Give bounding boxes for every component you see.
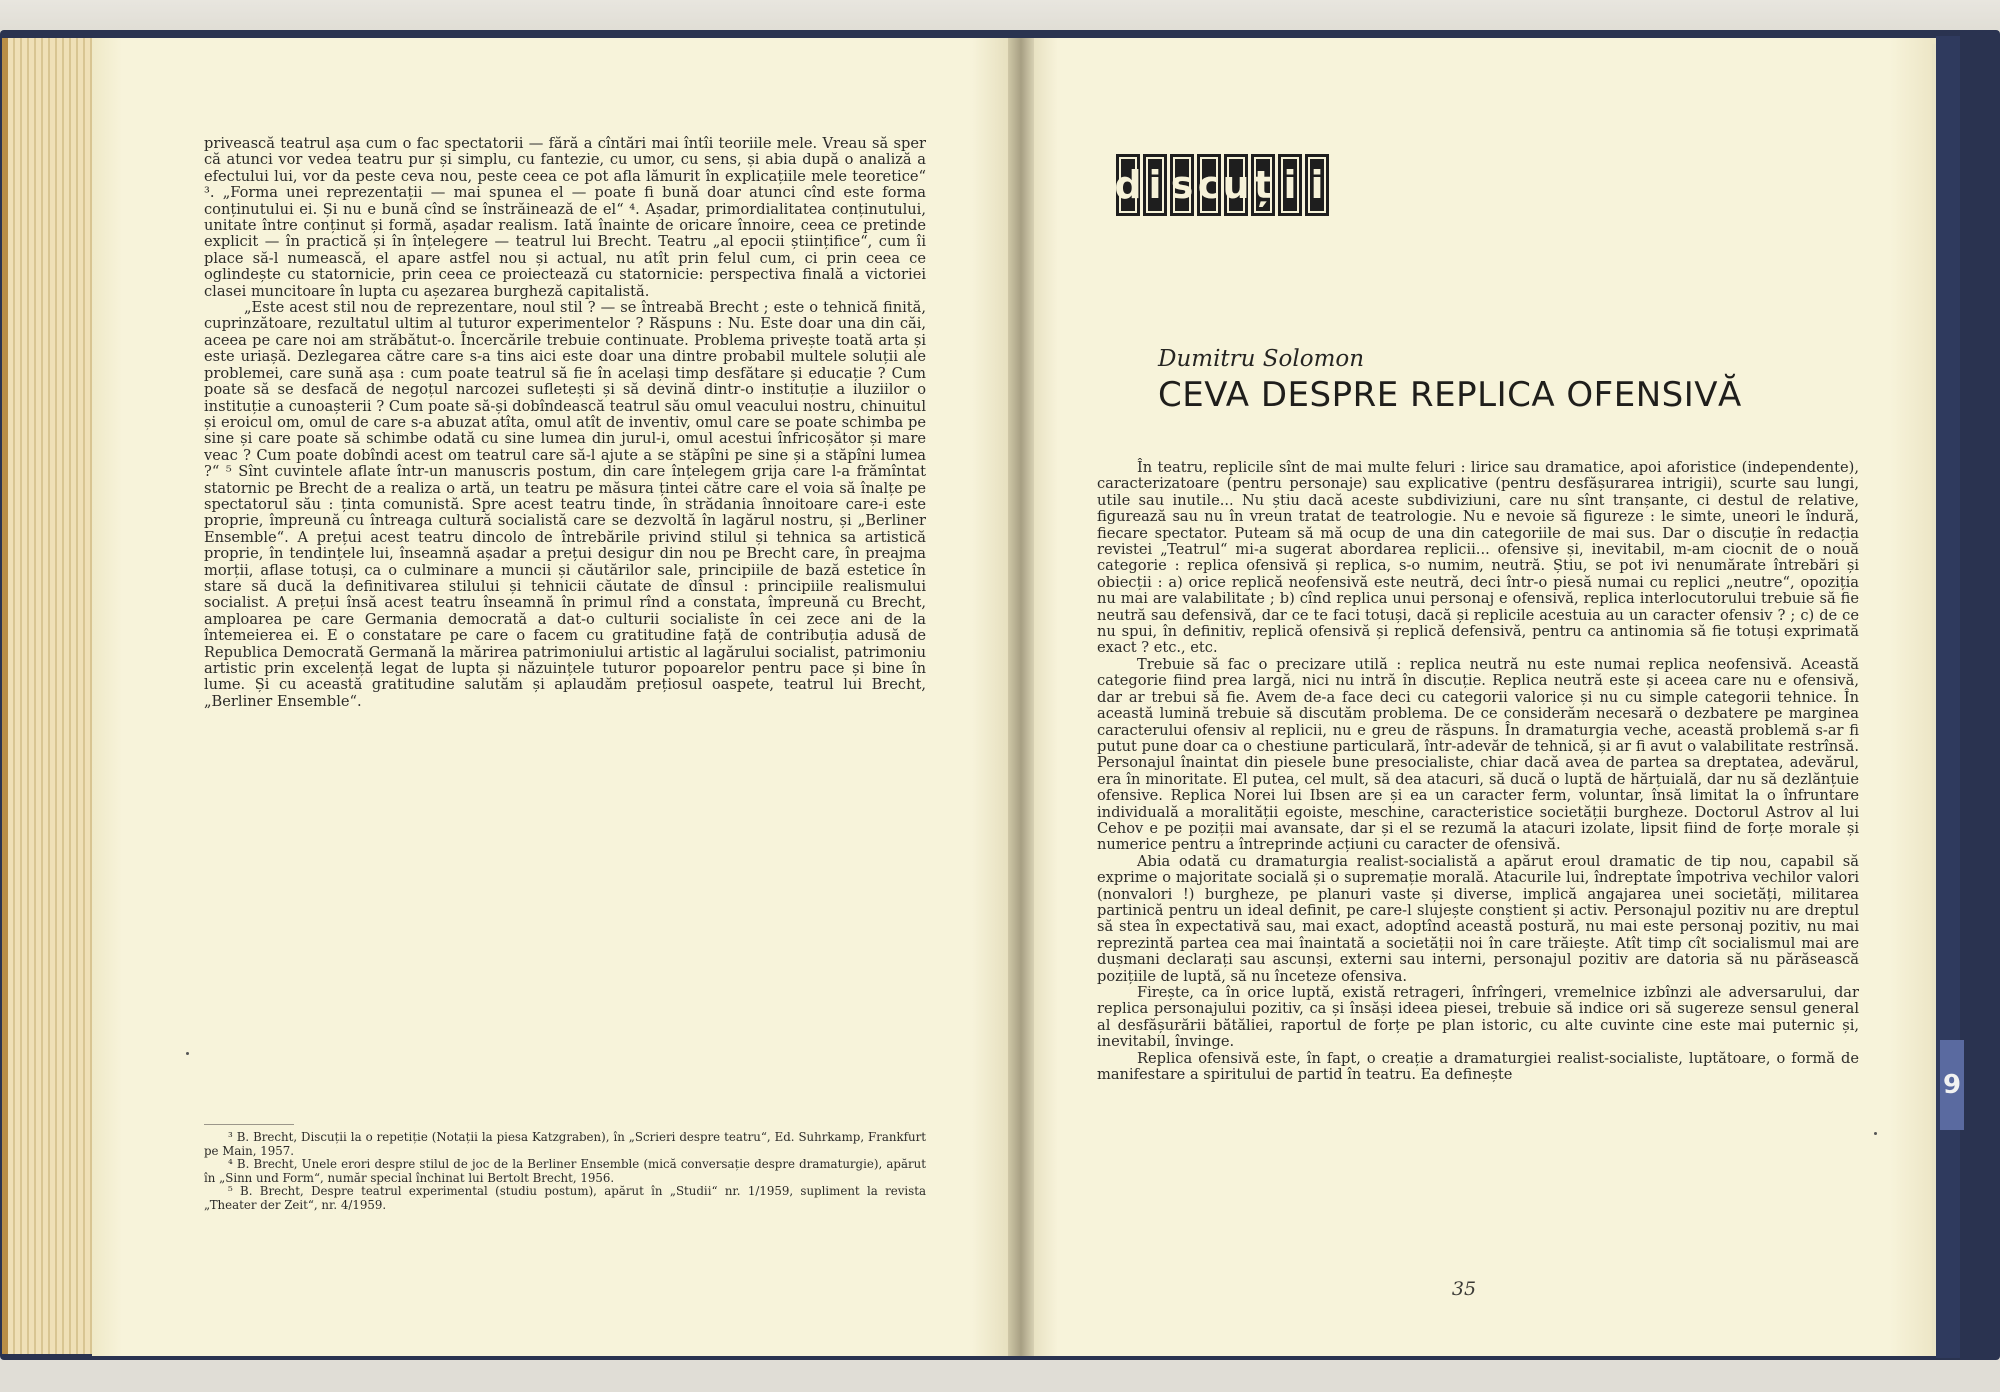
masthead-letter: s bbox=[1170, 154, 1194, 216]
footnotes bbox=[204, 1131, 926, 1213]
article-author: Dumitru Solomon bbox=[1158, 346, 1365, 372]
right-paragraph-1: În teatru, replicile sînt de mai multe feluri : lirice sau dramatice, apoi aforistice (independente), caracterizatoare (pentru personaje) sau explicative (pentru desfășurarea intrigii), scurte sau lungi, utile sau inutile... Nu știu dacă aceste subdiviziuni, care nu sînt tranșante, ci destul de relative, figurează sau nu în vreun tratat de teatrologie. Nu e nevoie să figureze : le simte, uneori le îndură, fiecare spectator. Puteam să mă ocup de una din categoriile de mai sus. Dar o discuție în redacția revistei „Teatrul“ mi-a sugerat abordarea replicii... ofensive și, inevitabil, m-am ciocnit de o nouă categorie : replica ofensivă și replica, s-o numim, neutră. Știu, se pot ivi nenumărate întrebări și obiecții : a) orice replică neofensivă este neutră, deci într-o piesă numai cu replici „neutre“, opoziția nu mai are valabilitate ; b) cînd replica unui personaj e ofensivă, replica interlocutorului trebuie să fie neutră sau defensivă, dar ce te faci totuși, dacă și replicile acestuia au un caracter ofensiv ? ; c) de ce nu spui, în definitiv, replică ofensivă și replică defensivă, pentru ca antinomia să fie totuși exprimată exact ? etc., etc. bbox=[1097, 459, 1859, 657]
page-number: 35 bbox=[1451, 1278, 1477, 1300]
right-paragraph-3: Abia odată cu dramaturgia realist-socialistă a apărut eroul dramatic de tip nou, capabil să exprime o majoritate socială și o supremație morală. Atacurile lui, îndreptate împotriva vechilor valori (nonvalori !) burgheze, pe planuri vaste și diverse, implică angajarea unei societăți, militarea partinică pentru un ideal definit, pe care-l slujește conștient și activ. Personajul pozitiv nu are dreptul să stea în expectativă sau, mai exact, adoptînd această postură, nu mai este personaj pozitiv, nu mai reprezintă partea cea mai înaintată a societății noi în care trăiește. Atît timp cît socialismul mai are dușmani declarați sau ascunși, externi sau interni, personajul pozitiv are datoria să nu părăsească pozițiile de luptă, să nu înceteze ofensiva. bbox=[1097, 852, 1859, 985]
masthead-letter: d bbox=[1116, 154, 1140, 216]
footnote-4: ⁴ B. Brecht, Unele erori despre stilul de joc de la Berliner Ensemble (mică conversație despre dramaturgie), apărut în „Sinn und Form“, număr special închinat lui Bertolt Brecht, 1956. bbox=[204, 1157, 926, 1185]
left-column-text bbox=[204, 136, 926, 710]
footnote-rule bbox=[204, 1124, 294, 1125]
book-gutter bbox=[1008, 38, 1034, 1356]
masthead-letter: c bbox=[1197, 154, 1221, 216]
section-tab: 9 bbox=[1940, 1040, 1964, 1130]
article-title: CEVA DESPRE REPLICA OFENSIVĂ bbox=[1158, 375, 1742, 415]
masthead-letter: i bbox=[1305, 154, 1329, 216]
right-paragraph-2: Trebuie să fac o precizare utilă : replica neutră nu este numai replica neofensivă. Această categorie fiind prea largă, nici nu intră în discuție. Replica neutră este și aceea care nu e ofensivă, dar ar trebui să fie. Avem de-a face deci cu categorii valorice și nu cu simple categorii tehnice. În această lumină trebuie să discutăm problema. De ce considerăm necesară o dezbatere pe marginea caracterului ofensiv al replicii, nu e greu de răspuns. În dramaturgia veche, această problemă s-ar fi putut pune doar ca o chestiune particulară, într-adevăr de tehnică, și ar fi avut o valabilitate restrînsă. Personajul înaintat din piesele bune presocialiste, chiar dacă avea de partea sa dreptatea, adevărul, era în minoritate. El putea, cel mult, să dea atacuri, să ducă o luptă de hărțuială, dar nu să dezlănțuie ofensive. Replica Norei lui Ibsen are și ea un caracter ferm, voluntar, însă limitat la o înfruntare individuală a moralității egoiste, meschine, caracteristice societății burgheze. Doctorul Astrov al lui Cehov e pe poziții mai avansate, dar și el se rezumă la atacuri izolate, lipsit fiind de forțe morale și numerice pentru a întreprinde acțiuni cu caracter de ofensivă. bbox=[1097, 655, 1859, 854]
left-paragraph-1: privească teatrul așa cum o fac spectatorii — fără a cîntări mai întîi teoriile mele. Vreau să sper că atunci vor vedea teatru pur și simplu, cu fantezie, cu umor, cu sens, și abia după o analiză a efectului lui, vor da peste ceva nou, peste ceea ce pot afla lămurit în explicațiile mele teoretice“ ³. „Forma unei reprezentații — mai spunea el — poate fi bună doar atunci cînd este forma conținutului ei. Și nu e bună cînd se înstrăinează de el“ ⁴. Așadar, primordialitatea conținutului, unitate între conținut și formă, așadar realism. Iată înainte de oricare înnoire, ceea ce pretinde explicit — în practică și în înțelegere — teatrul lui Brecht. Teatru „al epocii științifice“, cum îi place să-l numească, el apare astfel nou și actual, nu atît prin felul cum, ci prin ceea ce oglindește cu statornicie, prin ceea ce proiectează cu statornicie: perspectiva finală a victoriei clasei muncitoare în lupta cu așezarea burgheză capitalistă. bbox=[204, 135, 926, 300]
section-masthead bbox=[1116, 154, 1329, 216]
right-paragraph-5: Replica ofensivă este, în fapt, o creație a dramaturgiei realist-socialiste, luptătoare, o formă de manifestare a spiritului de partid în teatru. Ea definește bbox=[1097, 1049, 1859, 1084]
ink-speck bbox=[186, 1052, 189, 1055]
page-edges-left bbox=[2, 38, 102, 1354]
cover-edge-right bbox=[1936, 36, 1960, 1358]
left-paragraph-2: „Este acest stil nou de reprezentare, noul stil ? — se întreabă Brecht ; este o tehnică finită, cuprinzătoare, rezultatul ultim al tuturor experimentelor ? Răspuns : Nu. Este doar una din căi, aceea pe care noi am străbătut-o. Încercările trebuie continuate. Problema privește toată arta și este uriașă. Dezlegarea către care s-a tins aici este doar una dintre probabil multele soluții ale problemei, care sună așa : cum poate teatrul să fie în același timp desfătare și educație ? Cum poate să se desfacă de negoțul narcozei sufletești și să devină dintr-o instituție a iluziilor o instituție a cunoașterii ? Cum poate să-și dobîndească teatrul său omul veacului nostru, chinuitul și eroicul om, omul de care s-a abuzat atîta, omul atît de inventiv, omul care se poate schimba pe sine și care poate să schimbe odată cu sine lumea din jurul-i, omul acestui înfricoșător și mare veac ? Cum poate dobîndi acest om teatrul care să-l ajute a se stăpîni pe sine și a stăpîni lumea ?“ ⁵ Sînt cuvintele aflate într-un manuscris postum, din care înțelegem grija care l-a frămîntat statornic pe Brecht de a realiza o artă, un teatru pe măsura țintei către care el voia să înalțe pe spectatorul său : ținta comunistă. Spre acest teatru tinde, în strădania înnoitoare care-i este proprie, împreună cu întreaga cultură socialistă care se dezvoltă în lagărul nostru, și „Berliner Ensemble“. A prețui acest teatru dincolo de întrebările privind stilul și tehnica sa artistică proprie, în tendințele lui, înseamnă așadar a prețui desigur din nou pe Brecht care, în preajma morții, aflase totuși, ca o culminare a muncii și căutărilor sale, principiile de bază estetice în stare să ducă la definitivarea stilului și tehnicii căutate de dînsul : principiile realismului socialist. A prețui însă acest teatru înseamnă în primul rînd a constata, împreună cu Brecht, amploarea pe care Germania democrată a dat-o culturii socialiste în cei zece ani de la întemeierea ei. E o constatare pe care o facem cu gratitudine față de contribuția adusă de Republica Democrată Germană la mărirea patrimoniului artistic al lagărului socialist, patrimoniu artistic prin excelență legat de lupta și năzuințele tuturor popoarelor pentru pace și bine în lume. Și cu această gratitudine salutăm și aplaudăm prețiosul oaspete, teatrul lui Brecht, „Berliner Ensemble“. bbox=[204, 299, 926, 710]
masthead-letter: ț bbox=[1251, 154, 1275, 216]
masthead-letter: i bbox=[1278, 154, 1302, 216]
footnote-5: ⁵ B. Brecht, Despre teatrul experimental (studiu postum), apărut în „Studii“ nr. 1/1959, supliment la revista „Theater der Zeit“, nr. 4/1959. bbox=[204, 1184, 926, 1212]
footnote-3: ³ B. Brecht, Discuții la o repetiție (Notații la piesa Katzgraben), în „Scrieri despre teatru“, Ed. Suhrkamp, Frankfurt pe Main, 1957. bbox=[204, 1130, 926, 1158]
masthead-letter: i bbox=[1143, 154, 1167, 216]
masthead-letter: u bbox=[1224, 154, 1248, 216]
right-column-text bbox=[1097, 460, 1859, 1083]
scanner-bottom-strip bbox=[0, 1356, 2000, 1392]
ink-speck bbox=[1874, 1132, 1877, 1135]
right-paragraph-4: Firește, ca în orice luptă, există retrageri, înfrîngeri, vremelnice izbînzi ale adversarului, dar replica personajului pozitiv, ca și însăși ideea piesei, trebuie să indice ori să sugereze sensul general al desfășurării bătăliei, raportul de forțe pe plan istoric, cu alte cuvinte cine este mai puternic și, inevitabil, învinge. bbox=[1097, 984, 1859, 1051]
